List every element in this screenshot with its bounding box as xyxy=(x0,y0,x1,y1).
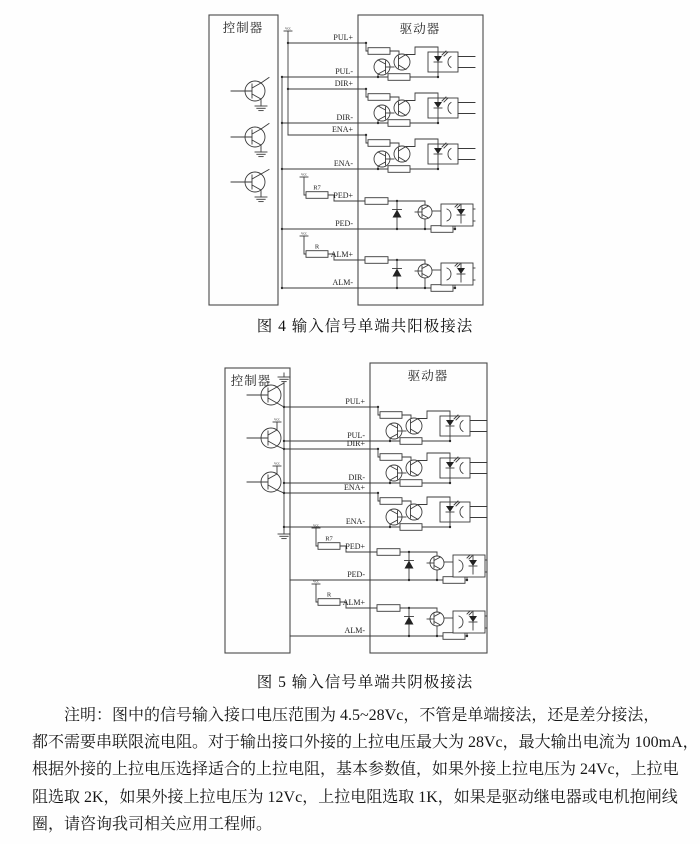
signal-label: ENA+ xyxy=(344,483,365,492)
signal-label: PED- xyxy=(347,570,365,579)
note-line: 圈，请咨询我司相关应用工程师。 xyxy=(32,815,273,833)
note-line: 根据外接的上拉电压选择适合的上拉电阻，基本参数值，如果外接上拉电压为 24Vc，上拉电 xyxy=(32,761,679,779)
signal-label: DIR- xyxy=(336,113,353,122)
signal-labels xyxy=(343,397,366,635)
resistor-r7-label: R7 xyxy=(313,184,321,192)
signal-label: PUL+ xyxy=(333,33,353,42)
signal-label: ENA+ xyxy=(332,125,353,134)
controller-box xyxy=(209,15,278,305)
signal-label: ALM+ xyxy=(342,598,365,607)
signal-label: PED- xyxy=(335,219,353,228)
signal-label: PED+ xyxy=(333,191,353,200)
controller-label: 控制器 xyxy=(222,21,264,35)
wiring xyxy=(231,26,475,292)
signal-labels xyxy=(331,33,354,287)
resistor-r-label: R xyxy=(326,591,332,599)
driver-label: 驱动器 xyxy=(399,22,441,36)
signal-label: ENA- xyxy=(345,517,365,526)
signal-label: PUL- xyxy=(347,431,365,440)
note-line: 注明：图中的信号输入接口电压范围为 4.5~28Vc，不管是单端接法，还是差分接法， xyxy=(64,707,660,724)
signal-label: ENA- xyxy=(333,159,353,168)
figure5-caption: 图 5 输入信号单端共阴极接法 xyxy=(256,674,474,691)
figure4-schematic xyxy=(185,10,495,320)
signal-label: DIR+ xyxy=(334,79,353,88)
note-line: 阻选取 2K，如果外接上拉电压为 12Vc，上拉电阻选取 1K，如果是驱动继电器或电机抱闸线 xyxy=(32,788,678,806)
note-paragraph xyxy=(32,702,699,838)
figure5-schematic xyxy=(185,360,495,670)
signal-label: ALM+ xyxy=(330,250,353,259)
signal-label: ALM- xyxy=(344,626,365,635)
signal-label: DIR- xyxy=(348,473,365,482)
controller-label: 控制器 xyxy=(230,374,272,388)
note-line: 都不需要串联限流电阻。对于输出接口外接的上拉电压最大为 28Vc，最大输出电流为 100mA， xyxy=(32,734,699,752)
signal-label: PED+ xyxy=(345,542,365,551)
controller-box xyxy=(225,368,290,653)
resistor-r7-label: R7 xyxy=(325,535,333,543)
signal-label: ALM- xyxy=(332,278,353,287)
signal-label: PUL+ xyxy=(345,397,365,406)
wiring xyxy=(247,373,487,639)
resistor-r-label: R xyxy=(314,243,320,251)
figure4-caption: 图 4 输入信号单端共阳极接法 xyxy=(256,318,474,335)
signal-label: DIR+ xyxy=(346,439,365,448)
driver-label: 驱动器 xyxy=(407,369,449,383)
signal-label: PUL- xyxy=(335,67,353,76)
